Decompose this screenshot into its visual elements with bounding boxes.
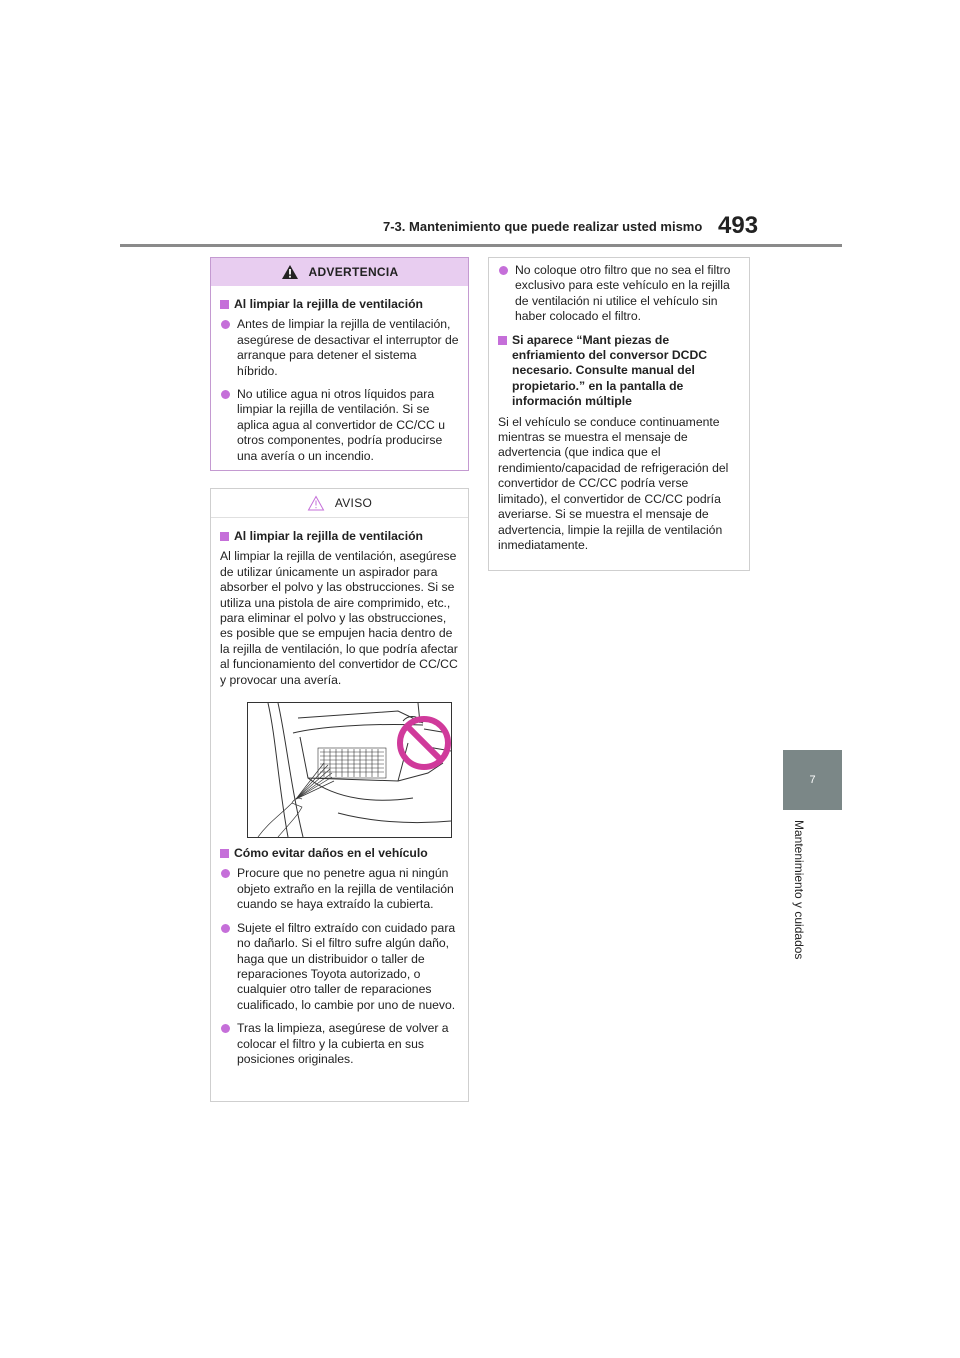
vent-cleaning-illustration: [247, 702, 452, 838]
round-bullet-icon: [221, 390, 230, 399]
round-bullet-icon: [221, 869, 230, 878]
round-bullet-icon: [221, 924, 230, 933]
header-rule: [120, 244, 842, 247]
list-item: Tras la limpieza, asegúrese de volver a colocar el filtro y la cubierta en sus posiciones originales.: [220, 1021, 459, 1067]
vent-cleaning-drawing: [248, 703, 451, 837]
round-bullet-icon: [221, 320, 230, 329]
warning-triangle-icon: [281, 264, 299, 280]
notice-box: [210, 488, 469, 1102]
warning-box-header: [211, 258, 468, 286]
warning-box-title: ADVERTENCIA: [308, 265, 399, 279]
caution-triangle-icon: [307, 495, 325, 511]
warning-box: [210, 257, 469, 471]
chapter-number: 7: [809, 774, 816, 786]
round-bullet-icon: [221, 1024, 230, 1033]
notice-heading-damage: Cómo evitar daños en el vehículo: [220, 846, 459, 861]
list-item: Antes de limpiar la rejilla de ventilación, asegúrese de desactivar el interruptor de arranque para detener el sistema híbrido.: [220, 317, 459, 379]
message-paragraph: Si el vehículo se conduce continuamente mientras se muestra el mensaje de advertencia (que indica que el rendimiento/capacidad de refrigeración del convertidor de CC/CC podría verse limitado), el convertidor de CC/CC podría averiarse. Si se muestra el mensaje de advertencia, limpie la rejilla de ventilación inmediatamente.: [498, 414, 729, 552]
square-bullet-icon: [220, 532, 229, 541]
notice-box-header: [211, 489, 468, 518]
square-bullet-icon: [220, 300, 229, 309]
warning-heading: Al limpiar la rejilla de ventilación: [220, 297, 459, 312]
notice-heading-cleaning: Al limpiar la rejilla de ventilación: [220, 529, 459, 544]
page-number: 493: [718, 212, 759, 239]
list-item: Procure que no penetre agua ni ningún objeto extraño en la rejilla de ventilación cuando se haya extraído la cubierta.: [220, 866, 459, 912]
section-title: 7-3. Mantenimiento que puede realizar usted mismo: [383, 219, 703, 234]
notice-continued-box: [488, 257, 750, 571]
list-item: No utilice agua ni otros líquidos para limpiar la rejilla de ventilación. Si se aplica agua al convertidor de CC/CC u otros componentes, podría producirse una avería o un incendio.: [220, 387, 459, 464]
notice-paragraph: Al limpiar la rejilla de ventilación, asegúrese de utilizar únicamente un aspirador para absorber el polvo y las obstrucciones. Si se utiliza una pistola de aire comprimido, etc., para eliminar el polvo y las obstrucciones, es posible que se empujen hacia dentro de la rejilla de ventilación, lo que podría afectar al funcionamiento del convertidor de CC/CC y provocar una avería.: [220, 549, 458, 687]
square-bullet-icon: [498, 336, 507, 345]
message-heading: Si aparece “Mant piezas de enfriamiento del conversor DCDC necesario. Consulte manual del propietario.” en la pantalla de información múltiple: [498, 333, 740, 410]
list-item: Sujete el filtro extraído con cuidado para no dañarlo. Si el filtro sufre algún daño, haga que un distribuidor o taller de reparaciones Toyota autorizado, o cualquier otro taller de reparaciones cualificado, lo cambie por uno de nuevo.: [220, 921, 459, 1013]
round-bullet-icon: [499, 266, 508, 275]
chapter-tab: [783, 750, 842, 810]
list-item: No coloque otro filtro que no sea el filtro exclusivo para este vehículo en la rejilla de ventilación ni utilice el vehículo sin haber colocado el filtro.: [498, 263, 740, 325]
chapter-name: Mantenimiento y cuidados: [792, 820, 806, 960]
square-bullet-icon: [220, 849, 229, 858]
notice-box-title: AVISO: [334, 496, 373, 510]
